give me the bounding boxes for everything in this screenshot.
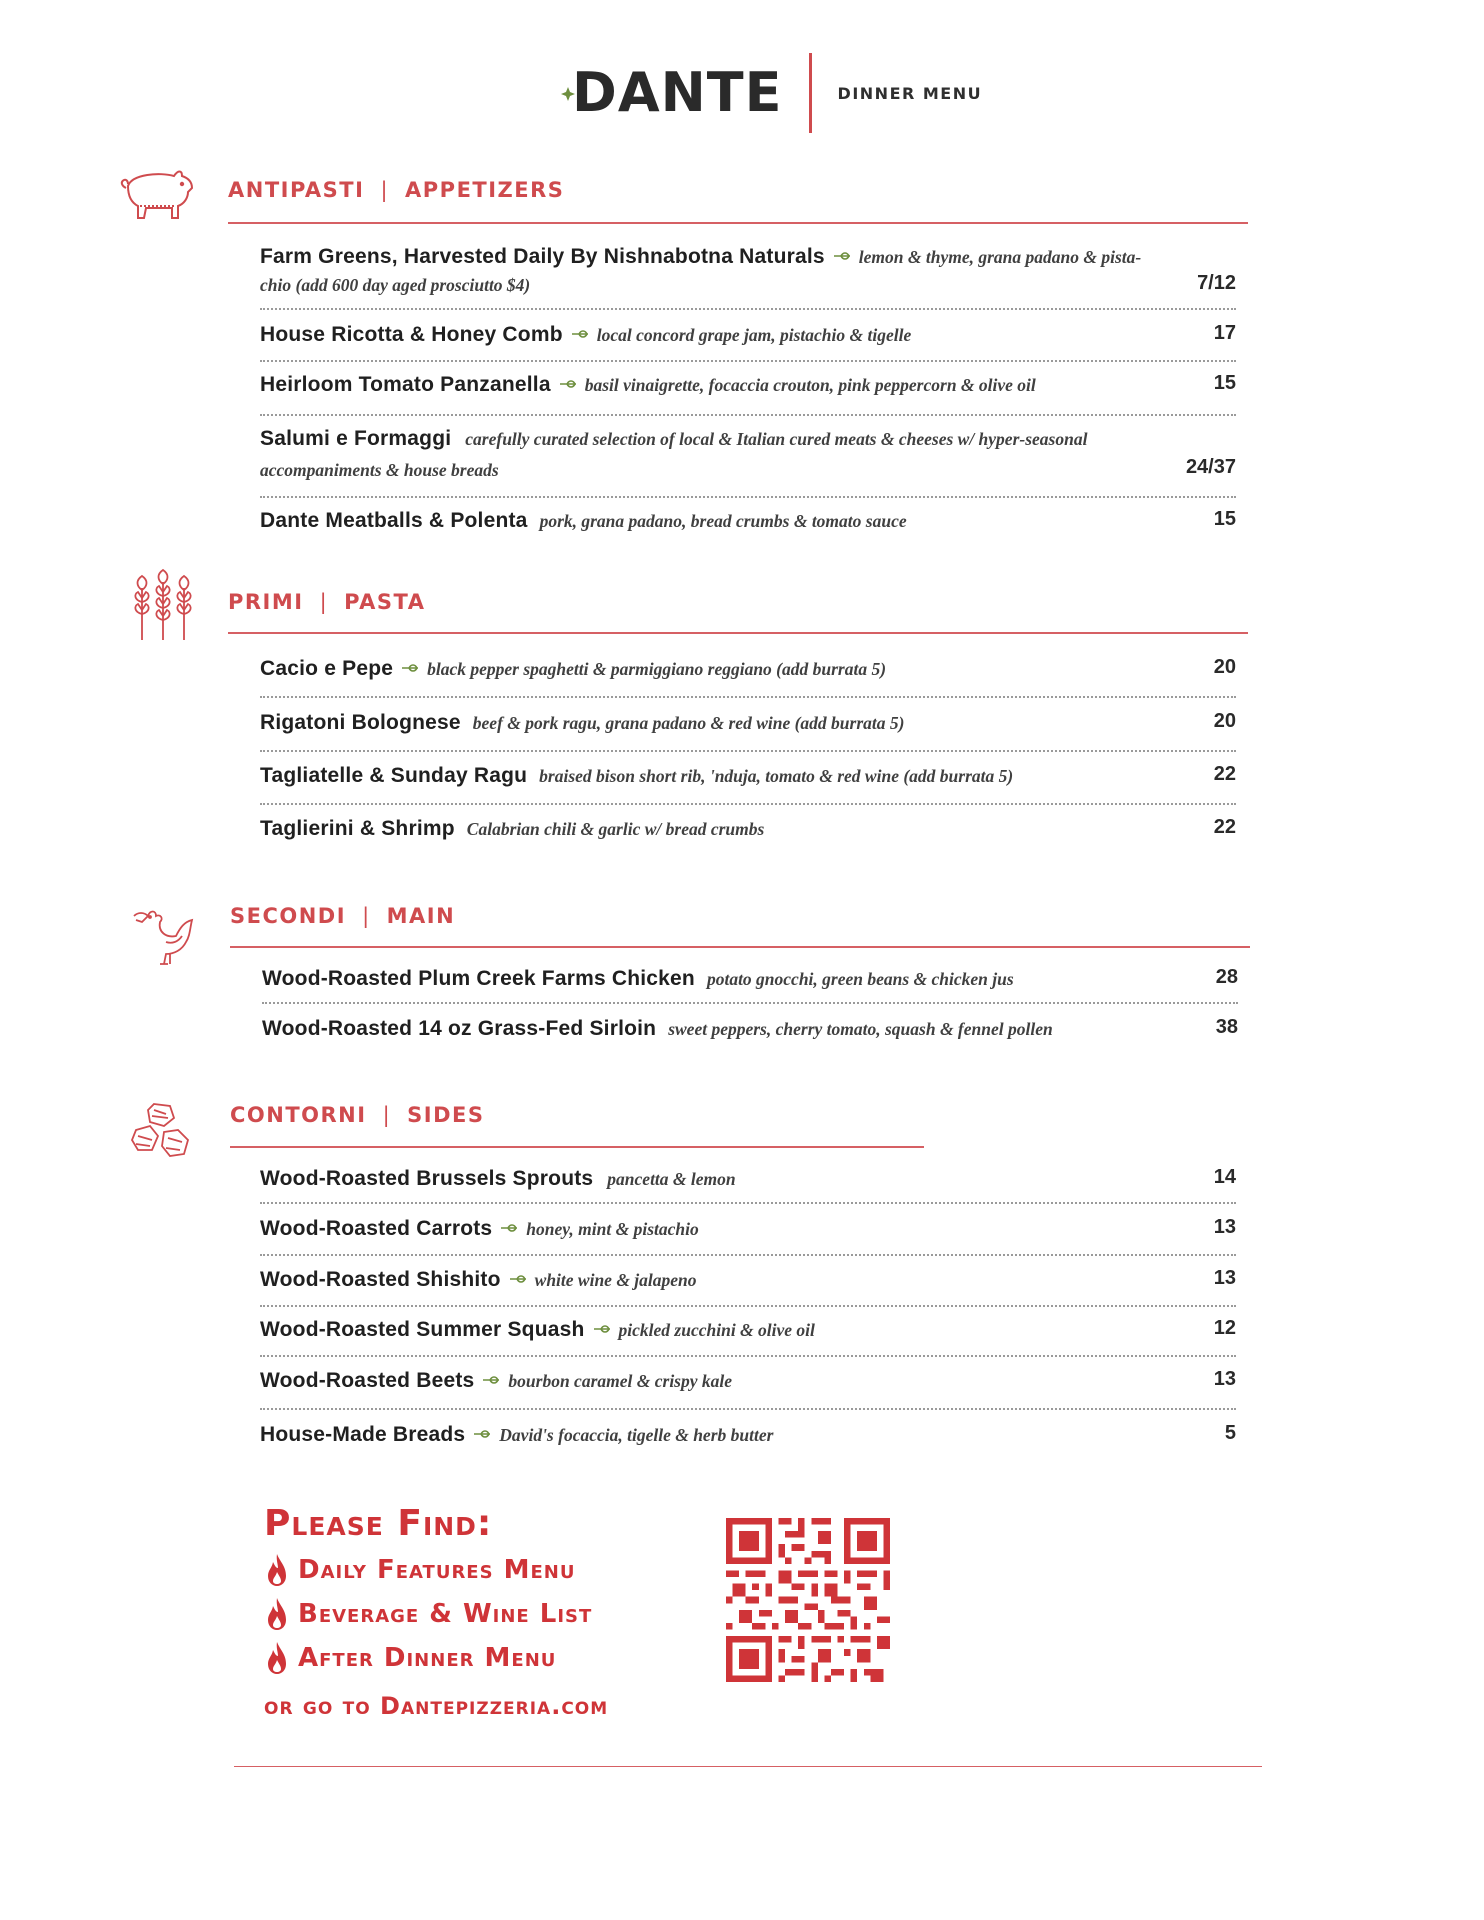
leaf-icon: [401, 663, 419, 673]
item-description: local concord grape jam, pistachio & tigelle: [596, 325, 912, 345]
menu-item: [260, 426, 1236, 498]
item-name: Heirloom Tomato Panzanella: [260, 373, 551, 396]
item-price: 7/12: [1197, 272, 1236, 294]
leaf-icon: [559, 379, 577, 389]
leaf-icon: [593, 1324, 611, 1334]
section-rule: [228, 632, 1248, 634]
logo: [560, 61, 783, 124]
item-price: 13: [1213, 1267, 1236, 1289]
item-price: 13: [1213, 1368, 1236, 1390]
header: [560, 52, 982, 134]
item-price: 28: [1215, 966, 1238, 988]
item-name: Wood-Roasted 14 oz Grass-Fed Sirloin: [262, 1017, 657, 1040]
menu-item: [260, 656, 1236, 698]
item-name: Wood-Roasted Brussels Sprouts: [260, 1167, 594, 1190]
item-description: white wine & jalapeno: [534, 1270, 697, 1290]
chicken-icon: [130, 902, 196, 966]
logo-text: DANTE: [572, 61, 783, 124]
item-description: carefully curated selection of local & Italian cured meats & cheeses w/ hyper-seasonal: [465, 429, 1088, 449]
bottom-rule: [234, 1766, 1262, 1767]
menu-item: [260, 372, 1236, 416]
item-name: Tagliatelle & Sunday Ragu: [260, 764, 528, 787]
item-name: Farm Greens, Harvested Daily By Nishnabotna Naturals: [260, 245, 825, 268]
menu-item: [260, 1166, 1236, 1204]
item-name: Wood-Roasted Plum Creek Farms Chicken: [262, 967, 695, 990]
item-price: 15: [1213, 508, 1236, 530]
menu-item: [260, 244, 1236, 310]
menu-item: [262, 966, 1238, 1004]
item-description: pancetta & lemon: [607, 1169, 736, 1189]
item-price: 12: [1213, 1317, 1236, 1339]
wheat-icon: [130, 568, 196, 642]
menu-title: DINNER MENU: [837, 83, 983, 103]
item-name: Taglierini & Shrimp: [260, 817, 455, 840]
item-name: House-Made Breads: [260, 1423, 466, 1446]
item-price: 38: [1215, 1016, 1238, 1038]
footer-link-after-dinner[interactable]: [264, 1636, 608, 1680]
item-name: Salumi e Formaggi: [260, 427, 452, 450]
menu-item: [260, 1368, 1236, 1410]
section-rule: [228, 222, 1248, 224]
menu-item: [260, 1422, 1236, 1456]
item-description: potato gnocchi, green beans & chicken jus: [706, 969, 1014, 989]
item-name: Rigatoni Bolognese: [260, 711, 461, 734]
item-description-continued: accompaniments & house breads: [260, 460, 499, 480]
section-rule: [230, 1146, 924, 1148]
vegetables-icon: [130, 1100, 194, 1166]
menu-item: [260, 508, 1236, 542]
item-description: pickled zucchini & olive oil: [618, 1320, 815, 1340]
item-name: House Ricotta & Honey Comb: [260, 323, 563, 346]
menu-item: [260, 1317, 1236, 1357]
menu-item: [260, 816, 1236, 850]
qr-code[interactable]: [726, 1518, 890, 1682]
item-description: black pepper spaghetti & parmiggiano reggiano (add burrata 5): [427, 659, 887, 679]
section-title-primi: PRIMI | PASTA: [228, 590, 426, 614]
item-name: Cacio e Pepe: [260, 657, 394, 680]
section-title-contorni: CONTORNI | SIDES: [230, 1103, 485, 1127]
section-title-secondi: SECONDI | MAIN: [230, 904, 456, 928]
please-find-block: [264, 1500, 608, 1728]
item-price: 22: [1213, 763, 1236, 785]
item-description: braised bison short rib, 'nduja, tomato & red wine (add burrata 5): [539, 766, 1014, 786]
item-description: honey, mint & pistachio: [526, 1219, 699, 1239]
item-name: Wood-Roasted Beets: [260, 1369, 475, 1392]
leaf-icon: [500, 1223, 518, 1233]
footer-link-daily-features[interactable]: [264, 1548, 608, 1592]
item-price: 20: [1213, 710, 1236, 732]
please-find-heading: Please Find:: [264, 1503, 493, 1544]
item-price: 15: [1213, 372, 1236, 394]
footer-link-label: Daily Features Menu: [298, 1555, 576, 1585]
item-description: bourbon caramel & crispy kale: [508, 1371, 733, 1391]
leaf-icon: [473, 1429, 491, 1439]
item-description: beef & pork ragu, grana padano & red wine (add burrata 5): [472, 713, 905, 733]
pig-icon: [118, 166, 196, 224]
leaf-icon: [482, 1375, 500, 1385]
flame-icon: [264, 1640, 290, 1676]
item-price: 5: [1224, 1422, 1236, 1444]
item-price: 13: [1213, 1216, 1236, 1238]
item-description: basil vinaigrette, focaccia crouton, pink peppercorn & olive oil: [584, 375, 1036, 395]
item-price: 20: [1213, 656, 1236, 678]
flame-icon: [264, 1552, 290, 1588]
menu-item: [260, 1216, 1236, 1256]
item-price: 14: [1213, 1166, 1236, 1188]
item-name: Wood-Roasted Summer Squash: [260, 1318, 585, 1341]
flame-icon: [264, 1596, 290, 1632]
item-price: 22: [1213, 816, 1236, 838]
item-name: Wood-Roasted Carrots: [260, 1217, 493, 1240]
section-rule: [230, 946, 1250, 948]
footer-link-label: After Dinner Menu: [298, 1643, 557, 1673]
leaf-icon: [571, 329, 589, 339]
item-description: David's focaccia, tigelle & herb butter: [499, 1425, 774, 1445]
website-link[interactable]: or go to Dantepizzeria.com: [264, 1692, 609, 1720]
header-divider: [809, 53, 812, 133]
item-price: 24/37: [1185, 456, 1236, 478]
item-name: Dante Meatballs & Polenta: [260, 509, 528, 532]
item-name: Wood-Roasted Shishito: [260, 1268, 501, 1291]
footer-link-beverage-wine[interactable]: [264, 1592, 608, 1636]
item-description: lemon & thyme, grana padano & pista-: [858, 247, 1142, 267]
item-description: pork, grana padano, bread crumbs & tomato sauce: [539, 511, 907, 531]
leaf-icon: [833, 251, 851, 261]
leaf-icon: [509, 1274, 527, 1284]
section-title-antipasti: ANTIPASTI | APPETIZERS: [228, 178, 565, 202]
footer-link-label: Beverage & Wine List: [298, 1599, 593, 1629]
menu-item: [260, 322, 1236, 362]
item-description: sweet peppers, cherry tomato, squash & fennel pollen: [668, 1019, 1053, 1039]
menu-item: [260, 1267, 1236, 1307]
menu-item: [262, 1016, 1238, 1050]
item-description-continued: chio (add 600 day aged prosciutto $4): [260, 275, 531, 295]
menu-item: [260, 710, 1236, 752]
item-price: 17: [1213, 322, 1236, 344]
menu-item: [260, 763, 1236, 805]
item-description: Calabrian chili & garlic w/ bread crumbs: [466, 819, 765, 839]
